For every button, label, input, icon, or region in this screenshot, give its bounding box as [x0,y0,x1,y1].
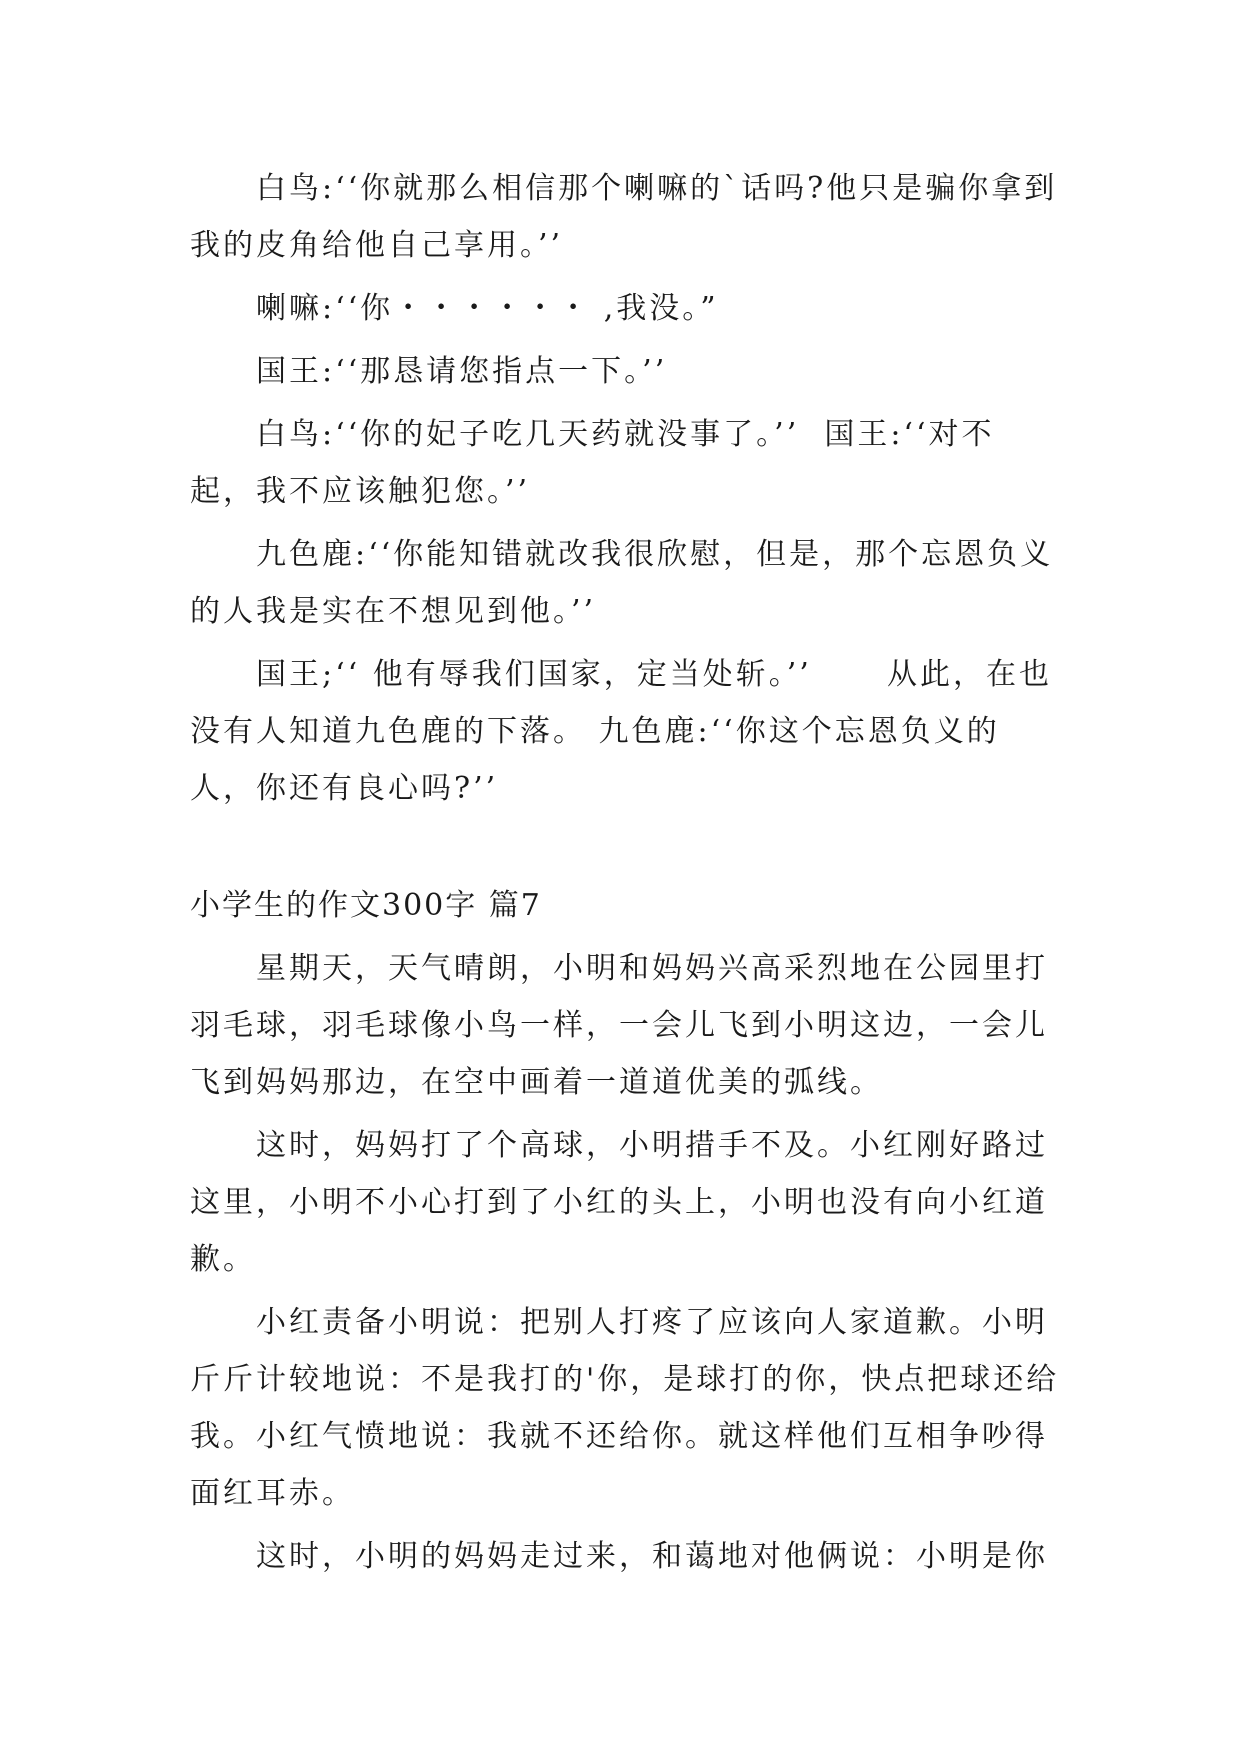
paragraph: 这时，妈妈打了个高球，小明措手不及。小红刚好路过这里，小明不小心打到了小红的头上，小明也没有向小红道歉。 [190,1128,1048,1277]
paragraph: 小红责备小明说：把别人打疼了应该向人家道歉。小明斤斤计较地说：不是我打的'你，是球打的你，快点把球还给我。小红气愤地说：我就不还给你。就这样他们互相争吵得面红耳赤。 [190,1305,1060,1511]
paragraph: 喇嘛:‘‘你・・・・・・ ,我没。” [256,291,719,326]
section-heading: 小学生的作文300字 篇7 [190,888,542,923]
paragraph: 白鸟:‘‘你的妃子吃几天药就没事了。’’ 国王:‘‘对不起，我不应该触犯您。’’ [190,417,995,509]
paragraph: 国王;‘‘ 他有辱我们国家，定当处斩。’’ 从此，在也没有人知道九色鹿的下落。 九色鹿:‘‘你这个忘恩负义的人，你还有良心吗?’’ [190,657,1053,806]
paragraph: 星期天，天气晴朗，小明和妈妈兴高采烈地在公园里打羽毛球，羽毛球像小鸟一样，一会儿飞到小明这边，一会儿飞到妈妈那边，在空中画着一道道优美的弧线。 [190,951,1048,1100]
paragraph: 国王:‘‘那恳请您指点一下。’’ [256,354,668,389]
paragraph: 这时，小明的妈妈走过来，和蔼地对他俩说：小明是你 [256,1539,1048,1574]
paragraph: 九色鹿:‘‘你能知错就改我很欣慰，但是，那个忘恩负义的人我是实在不想见到他。’’ [190,537,1054,629]
document-body [190,160,1060,1591]
paragraph: 白鸟:‘‘你就那么相信那个喇嘛的`话吗?他只是骗你拿到我的皮角给他自己享用。’’ [190,171,1058,263]
